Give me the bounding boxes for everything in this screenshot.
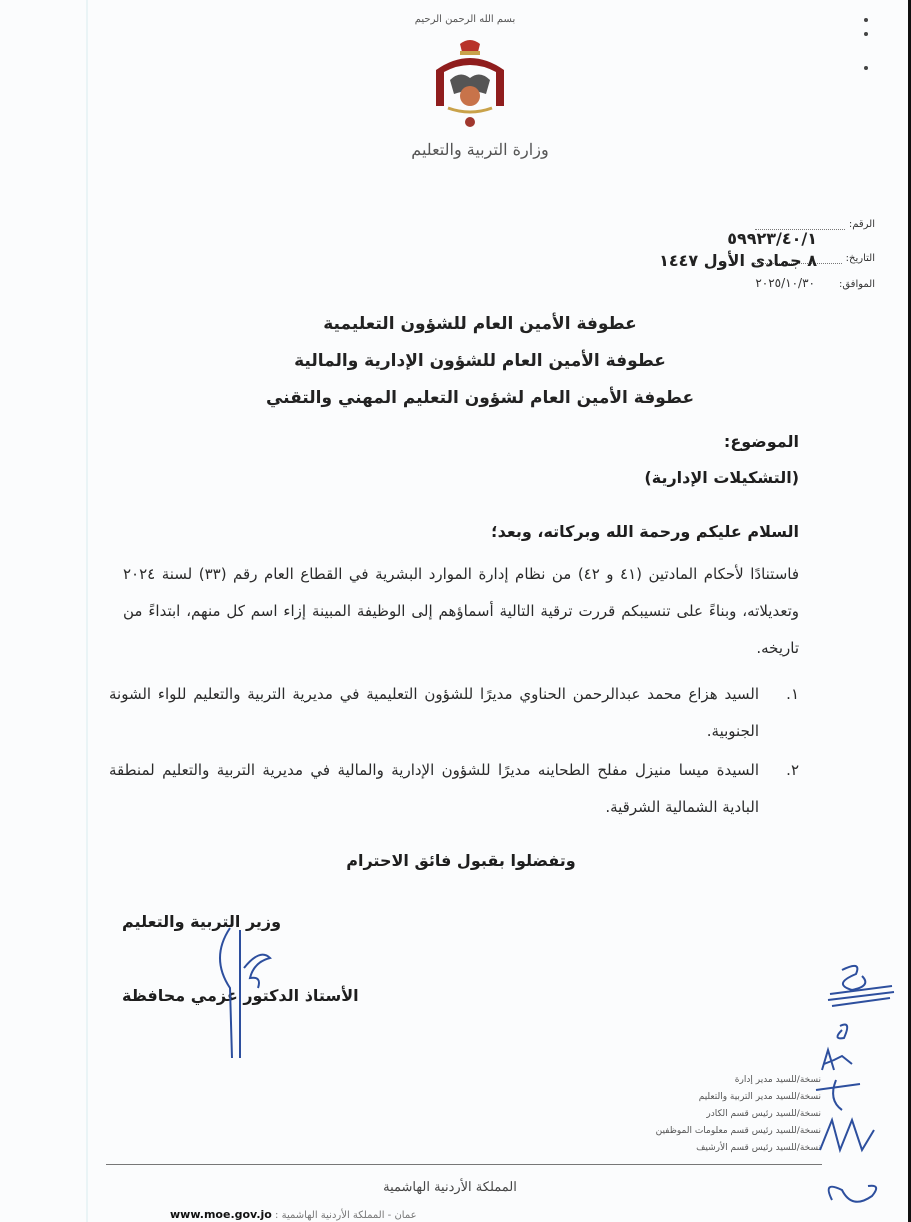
basmala: بسم الله الرحمن الرحيم	[414, 14, 516, 25]
signature-icon	[200, 918, 280, 1058]
footer-country: المملكة الأردنية الهاشمية	[383, 1180, 517, 1195]
body-paragraph: فاستنادًا لأحكام المادتين (٤١ و ٤٢) من نظام إدارة الموارد البشرية في القطاع العام رقم (٣٣) لسنة ٢٠٢٤ وتعديلاته، وبناءً على تنسيبكم قررت ترقية التالية أسماؤهم إلى الوظيفة المبينة إزاء اسم كل منهم، ابتداءً من تاريخه.	[123, 565, 800, 657]
page-margin-shadow	[86, 0, 88, 1222]
list-item-number: ٢.	[786, 761, 799, 779]
closing: وتفضلوا بقبول فائق الاحترام	[346, 851, 576, 870]
subject-value: (التشكيلات الإدارية)	[644, 468, 799, 487]
reference-number: ٥٩٩٢٣/٤٠/١	[727, 229, 817, 248]
cc-item: نسخة/للسيد رئيس قسم الأرشيف	[696, 1143, 821, 1153]
list-item-text: السيدة ميسا منيزل مفلح الطحاينه مديرًا للشؤون الإدارية والمالية في مديرية التربية والتعليم لمنطقة البادية الشمالية الشرقية.	[109, 761, 759, 816]
handwritten-initials-icon	[812, 960, 902, 1222]
addressee: عطوفة الأمين العام للشؤون التعليمية	[323, 314, 637, 334]
footer-divider	[106, 1164, 822, 1165]
list-item-number: ١.	[786, 685, 799, 703]
addressee: عطوفة الأمين العام للشؤون الإدارية والمالية	[294, 351, 666, 371]
greeting: السلام عليكم ورحمة الله وبركاته، وبعد؛	[491, 522, 799, 541]
list-item-text: السيد هزاع محمد عبدالرحمن الحناوي مديرًا للشؤون التعليمية في مديرية التربية والتعليم للواء الشونة الجنوبية.	[109, 685, 759, 740]
cc-item: نسخة/للسيد رئيس قسم الكادر	[706, 1109, 821, 1119]
signatory-title: وزير التربية والتعليم	[122, 912, 282, 931]
coat-of-arms-icon	[430, 36, 510, 131]
addressees	[200, 306, 760, 417]
website-link[interactable]: www.moe.gov.jo	[170, 1208, 272, 1221]
corresponding-label: الموافق:	[838, 279, 875, 290]
cc-list	[561, 1072, 821, 1157]
gregorian-date: ٢٠٢٥/١٠/٣٠	[755, 276, 815, 290]
list-item	[109, 752, 799, 826]
ministry-name: وزارة التربية والتعليم	[411, 140, 549, 159]
reference-number-label: الرقم:	[848, 219, 875, 230]
signatory-name: الأستاذ الدكتور عزمي محافظة	[122, 986, 359, 1005]
hijri-date: ٨ جمادى الأول ١٤٤٧	[659, 251, 817, 270]
punch-marks	[862, 18, 870, 78]
footer-contact-text: عمان - المملكة الأردنية الهاشمية	[281, 1210, 417, 1221]
subject-label: الموضوع:	[723, 432, 799, 451]
addressee: عطوفة الأمين العام لشؤون التعليم المهني والتقني	[265, 388, 695, 408]
date-label: التاريخ:	[845, 253, 875, 264]
list-item	[109, 676, 799, 750]
cc-item: نسخة/للسيد رئيس قسم معلومات الموظفين	[655, 1126, 821, 1136]
cc-item: نسخة/للسيد مدير إدارة	[734, 1075, 821, 1085]
footer-contact: www.moe.gov.jo : عمان - المملكة الأردنية الهاشمية	[170, 1208, 417, 1221]
cc-item: نسخة/للسيد مدير التربية والتعليم	[698, 1092, 821, 1102]
